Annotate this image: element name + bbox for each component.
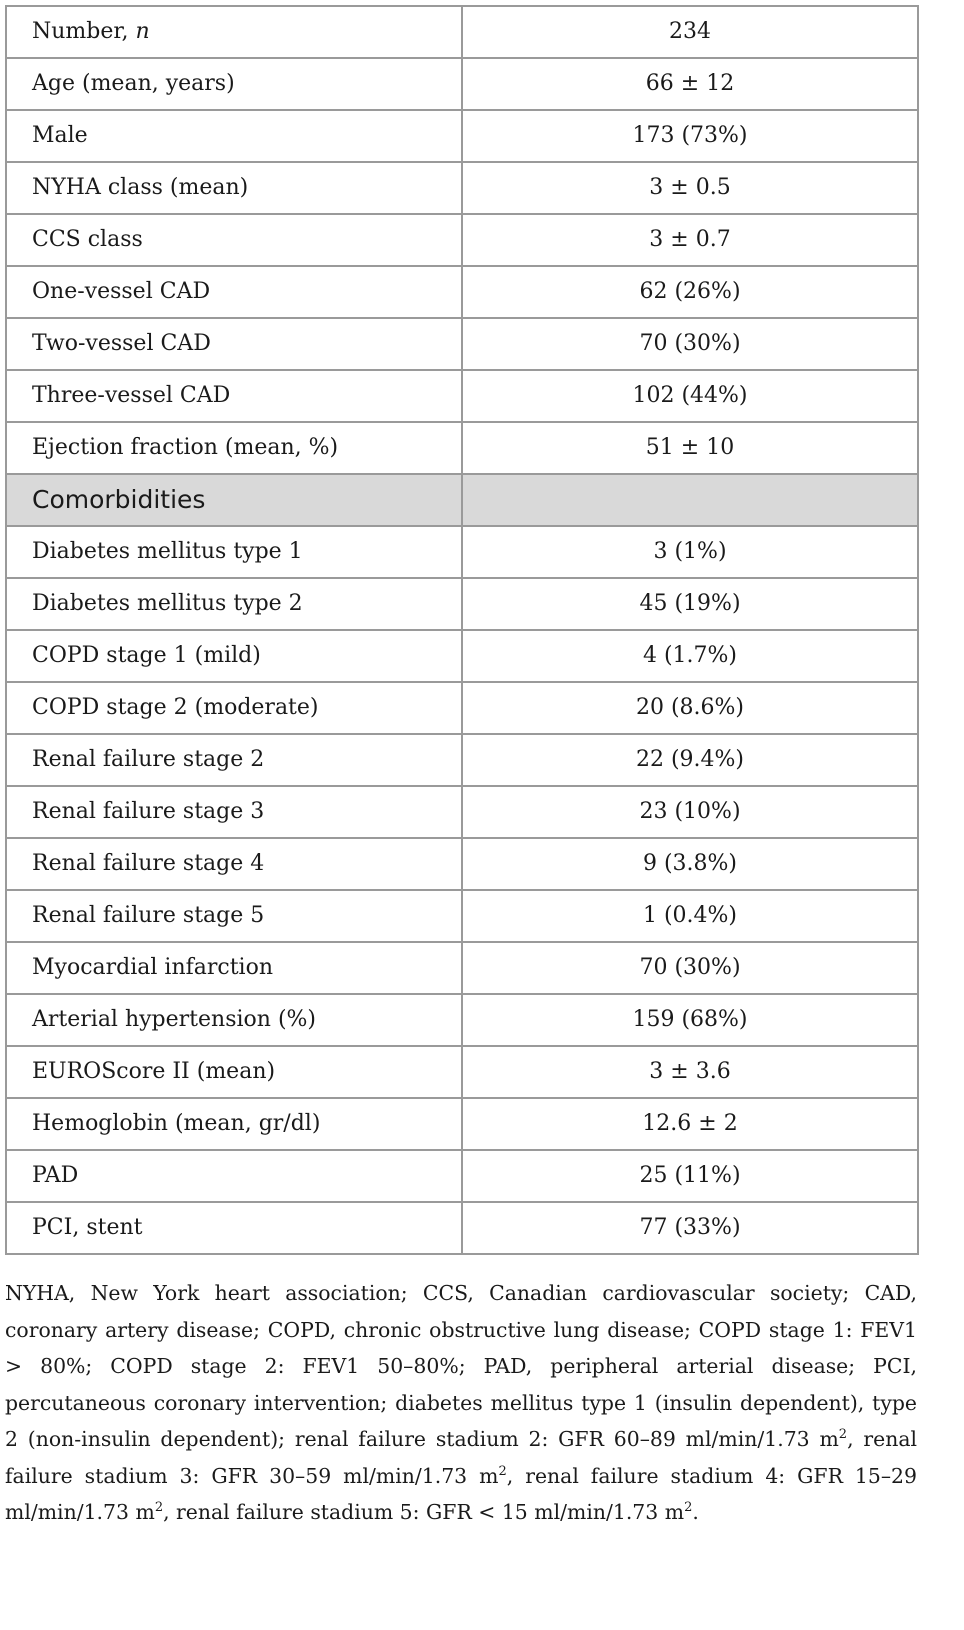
table-row xyxy=(6,162,918,214)
row-label: Renal failure stage 4 xyxy=(6,838,462,890)
row-value: 66 ± 12 xyxy=(462,58,918,110)
table-row xyxy=(6,734,918,786)
table-row xyxy=(6,786,918,838)
row-value: 70 (30%) xyxy=(462,318,918,370)
table-footnote: NYHA, New York heart association; CCS, Canadian cardiovascular society; CAD, coronary artery disease; COPD, chronic obstructive lung disease; COPD stage 1: FEV1 > 80%; COPD stage 2: FEV1 50–80%; PAD, peripheral arterial disease; PCI, percutaneous coronary intervention; diabetes mellitus type 1 (insulin dependent), type 2 (non-insulin dependent); renal failure stadium 2: GFR 60–89 ml/min/1.73 $m^2$, renal failure stadium 3: GFR 30–59 ml/min/1.73 $m^2$, renal failure stadium 4: GFR 15–29 ml/min/1.73 $m^2$, renal failure stadium 5: GFR < 15 ml/min/1.73 $m^2$. xyxy=(5,1281,917,1524)
row-value: 22 (9.4%) xyxy=(462,734,918,786)
row-value: 3 ± 0.7 xyxy=(462,214,918,266)
characteristics-table xyxy=(5,5,919,1255)
table-row xyxy=(6,682,918,734)
row-value: 62 (26%) xyxy=(462,266,918,318)
row-label: PAD xyxy=(6,1150,462,1202)
row-label: NYHA class (mean) xyxy=(6,162,462,214)
row-value: 173 (73%) xyxy=(462,110,918,162)
row-value: 3 ± 0.5 xyxy=(462,162,918,214)
table-row xyxy=(6,942,918,994)
row-value: 51 ± 10 xyxy=(462,422,918,474)
row-label: Two-vessel CAD xyxy=(6,318,462,370)
table-row xyxy=(6,630,918,682)
row-value: 45 (19%) xyxy=(462,578,918,630)
table-row xyxy=(6,994,918,1046)
row-label: Diabetes mellitus type 1 xyxy=(6,526,462,578)
row-value: 3 ± 3.6 xyxy=(462,1046,918,1098)
row-label: EUROScore II (mean) xyxy=(6,1046,462,1098)
section-empty-cell xyxy=(462,474,918,526)
table-row xyxy=(6,838,918,890)
row-value: 159 (68%) xyxy=(462,994,918,1046)
row-label: Diabetes mellitus type 2 xyxy=(6,578,462,630)
table-row xyxy=(6,1150,918,1202)
row-label: Hemoglobin (mean, gr/dl) xyxy=(6,1098,462,1150)
row-label: Number, n xyxy=(6,6,462,58)
row-value: 12.6 ± 2 xyxy=(462,1098,918,1150)
row-value: 234 xyxy=(462,6,918,58)
table-page xyxy=(5,5,917,1531)
row-label: Male xyxy=(6,110,462,162)
row-label: COPD stage 2 (moderate) xyxy=(6,682,462,734)
section-header-row xyxy=(6,474,918,526)
row-label: One-vessel CAD xyxy=(6,266,462,318)
italic-n: n xyxy=(135,19,150,44)
table-row xyxy=(6,214,918,266)
table-row xyxy=(6,1046,918,1098)
table-row xyxy=(6,578,918,630)
row-label: COPD stage 1 (mild) xyxy=(6,630,462,682)
table-row xyxy=(6,370,918,422)
table-row xyxy=(6,422,918,474)
table-row xyxy=(6,110,918,162)
table-row xyxy=(6,6,918,58)
table-row xyxy=(6,526,918,578)
row-label: Myocardial infarction xyxy=(6,942,462,994)
row-label: CCS class xyxy=(6,214,462,266)
row-value: 3 (1%) xyxy=(462,526,918,578)
row-value: 102 (44%) xyxy=(462,370,918,422)
row-value: 4 (1.7%) xyxy=(462,630,918,682)
table-row xyxy=(6,266,918,318)
table-row xyxy=(6,890,918,942)
row-label: Age (mean, years) xyxy=(6,58,462,110)
row-label: PCI, stent xyxy=(6,1202,462,1254)
row-value: 9 (3.8%) xyxy=(462,838,918,890)
row-label: Renal failure stage 3 xyxy=(6,786,462,838)
row-value: 25 (11%) xyxy=(462,1150,918,1202)
section-title: Comorbidities xyxy=(6,474,462,526)
table-row xyxy=(6,1098,918,1150)
row-label: Renal failure stage 5 xyxy=(6,890,462,942)
row-label: Ejection fraction (mean, %) xyxy=(6,422,462,474)
row-value: 1 (0.4%) xyxy=(462,890,918,942)
row-value: 70 (30%) xyxy=(462,942,918,994)
row-value: 23 (10%) xyxy=(462,786,918,838)
table-row xyxy=(6,58,918,110)
row-label: Three-vessel CAD xyxy=(6,370,462,422)
row-value: 77 (33%) xyxy=(462,1202,918,1254)
row-value: 20 (8.6%) xyxy=(462,682,918,734)
row-label: Arterial hypertension (%) xyxy=(6,994,462,1046)
row-label: Renal failure stage 2 xyxy=(6,734,462,786)
table-row xyxy=(6,318,918,370)
table-row xyxy=(6,1202,918,1254)
